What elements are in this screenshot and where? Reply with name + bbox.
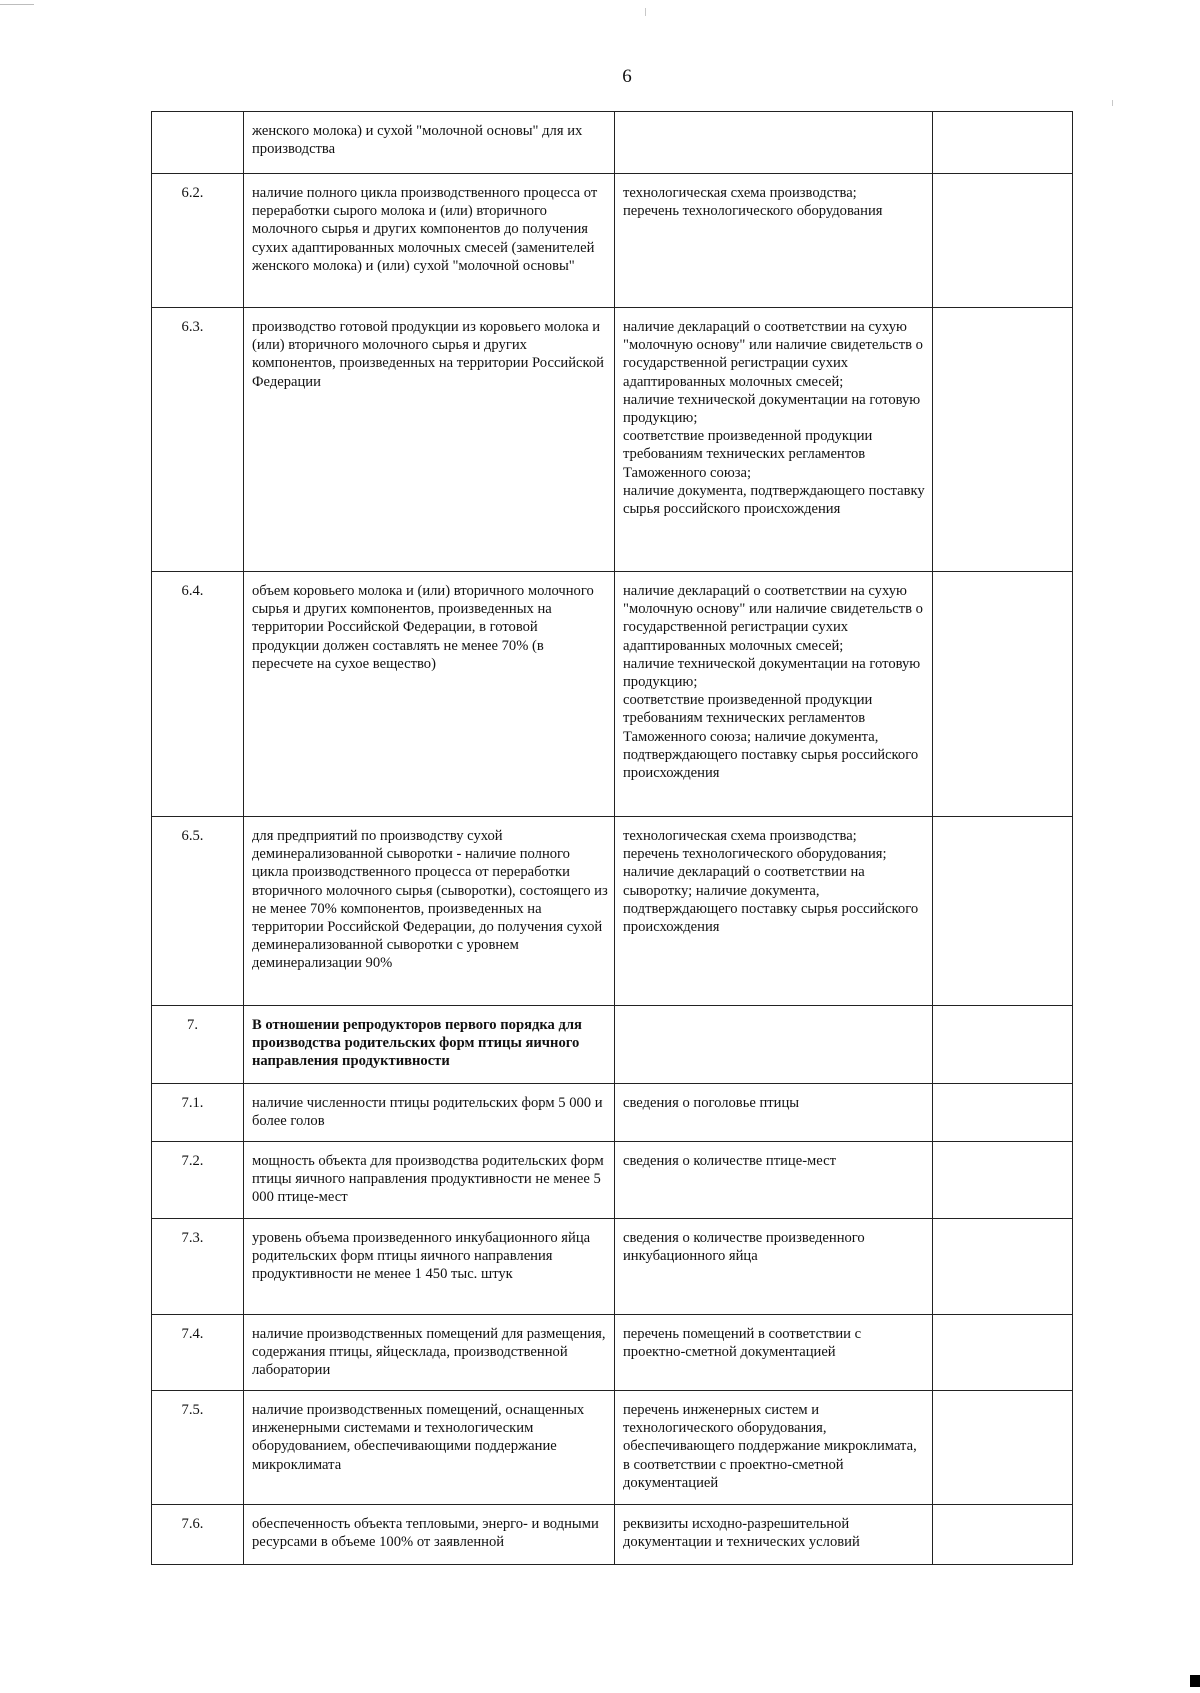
table-row <box>152 308 1073 572</box>
documents-cell <box>615 1006 933 1084</box>
extra-cell <box>933 308 1073 572</box>
documents-cell: наличие деклараций о соответствии на сухую "молочную основу" или наличие свидетельств о государственной регистрации сухих адаптированных молочных смесей; наличие технической документации на готовую продукцию; соответствие произведенной продукции требованиям технических регламентов Таможенного союза; наличие документа, подтверждающего поставку сырья российского происхождения <box>615 308 933 572</box>
table-row <box>152 1006 1073 1084</box>
criteria-table-body <box>152 112 1073 1565</box>
extra-cell <box>933 1219 1073 1315</box>
page-number: 6 <box>622 66 632 87</box>
documents-cell: перечень инженерных систем и технологического оборудования, обеспечивающего поддержание микроклимата, в соответствии с проектно-сметной документацией <box>615 1391 933 1505</box>
extra-cell <box>933 1505 1073 1565</box>
row-number: 7. <box>152 1006 244 1084</box>
table-row <box>152 1142 1073 1219</box>
row-number: 7.3. <box>152 1219 244 1315</box>
documents-cell: сведения о количестве произведенного инкубационного яйца <box>615 1219 933 1315</box>
extra-cell <box>933 1006 1073 1084</box>
documents-cell: реквизиты исходно-разрешительной документации и технических условий <box>615 1505 933 1565</box>
extra-cell <box>933 112 1073 174</box>
table-row <box>152 1505 1073 1565</box>
scan-corner-mark <box>1190 1675 1200 1687</box>
criteria-table <box>151 111 1073 1565</box>
extra-cell <box>933 1315 1073 1391</box>
row-number: 6.2. <box>152 174 244 308</box>
row-number: 7.6. <box>152 1505 244 1565</box>
documents-cell: наличие деклараций о соответствии на сухую "молочную основу" или наличие свидетельств о государственной регистрации сухих адаптированных молочных смесей; наличие технической документации на готовую продукцию; соответствие произведенной продукции требованиям технических регламентов Таможенного союза; наличие документа, подтверждающего поставку сырья российского происхождения <box>615 572 933 817</box>
documents-cell: сведения о количестве птице-мест <box>615 1142 933 1219</box>
row-number: 6.5. <box>152 817 244 1006</box>
scan-edge-mark <box>0 4 34 5</box>
table-row <box>152 1219 1073 1315</box>
extra-cell <box>933 1084 1073 1142</box>
row-number: 7.1. <box>152 1084 244 1142</box>
row-number: 6.4. <box>152 572 244 817</box>
table-row <box>152 572 1073 817</box>
documents-cell: технологическая схема производства; перечень технологического оборудования <box>615 174 933 308</box>
extra-cell <box>933 174 1073 308</box>
documents-cell: технологическая схема производства; перечень технологического оборудования; наличие деклараций о соответствии на сыворотку; наличие документа, подтверждающего поставку сырья российского происхождения <box>615 817 933 1006</box>
criterion-cell: наличие полного цикла производственного процесса от переработки сырого молока и (или) вторичного молочного сырья и других компонентов до получения сухих адаптированных молочных смесей (заменителей женского молока) и (или) сухой "молочной основы" <box>244 174 615 308</box>
table-row <box>152 1315 1073 1391</box>
criterion-cell: уровень объема произведенного инкубационного яйца родительских форм птицы яичного направления продуктивности не менее 1 450 тыс. штук <box>244 1219 615 1315</box>
table-row <box>152 1391 1073 1505</box>
row-number: 7.5. <box>152 1391 244 1505</box>
criterion-cell: женского молока) и сухой "молочной основы" для их производства <box>244 112 615 174</box>
documents-cell: перечень помещений в соответствии с проектно-сметной документацией <box>615 1315 933 1391</box>
table-row <box>152 1084 1073 1142</box>
table-row <box>152 174 1073 308</box>
row-number: 6.3. <box>152 308 244 572</box>
criterion-cell: объем коровьего молока и (или) вторичного молочного сырья и других компонентов, произведенных на территории Российской Федерации, в готовой продукции должен составлять не менее 70% (в пересчете на сухое вещество) <box>244 572 615 817</box>
table-row <box>152 112 1073 174</box>
row-number: 7.4. <box>152 1315 244 1391</box>
documents-cell <box>615 112 933 174</box>
scan-artifact <box>645 8 646 16</box>
criterion-cell: мощность объекта для производства родительских форм птицы яичного направления продуктивности не менее 5 000 птице-мест <box>244 1142 615 1219</box>
criterion-cell: наличие численности птицы родительских форм 5 000 и более голов <box>244 1084 615 1142</box>
row-number: 7.2. <box>152 1142 244 1219</box>
table-row <box>152 817 1073 1006</box>
extra-cell <box>933 572 1073 817</box>
criterion-cell: производство готовой продукции из коровьего молока и (или) вторичного молочного сырья и других компонентов, произведенных на территории Российской Федерации <box>244 308 615 572</box>
criterion-cell: для предприятий по производству сухой деминерализованной сыворотки - наличие полного цикла производственного процесса от переработки вторичного молочного сырья (сыворотки), состоящего из не менее 70% компонентов, произведенных на территории Российской Федерации, до получения сухой деминерализованной сыворотки с уровнем деминерализации 90% <box>244 817 615 1006</box>
extra-cell <box>933 817 1073 1006</box>
criterion-cell: обеспеченность объекта тепловыми, энерго- и водными ресурсами в объеме 100% от заявленной <box>244 1505 615 1565</box>
extra-cell <box>933 1142 1073 1219</box>
documents-cell: сведения о поголовье птицы <box>615 1084 933 1142</box>
criterion-cell: В отношении репродукторов первого порядка для производства родительских форм птицы яичного направления продуктивности <box>244 1006 615 1084</box>
criterion-cell: наличие производственных помещений, оснащенных инженерными системами и технологическим оборудованием, обеспечивающими поддержание микроклимата <box>244 1391 615 1505</box>
extra-cell <box>933 1391 1073 1505</box>
criterion-cell: наличие производственных помещений для размещения, содержания птицы, яйцесклада, производственной лаборатории <box>244 1315 615 1391</box>
row-number <box>152 112 244 174</box>
scan-artifact <box>1112 100 1113 106</box>
